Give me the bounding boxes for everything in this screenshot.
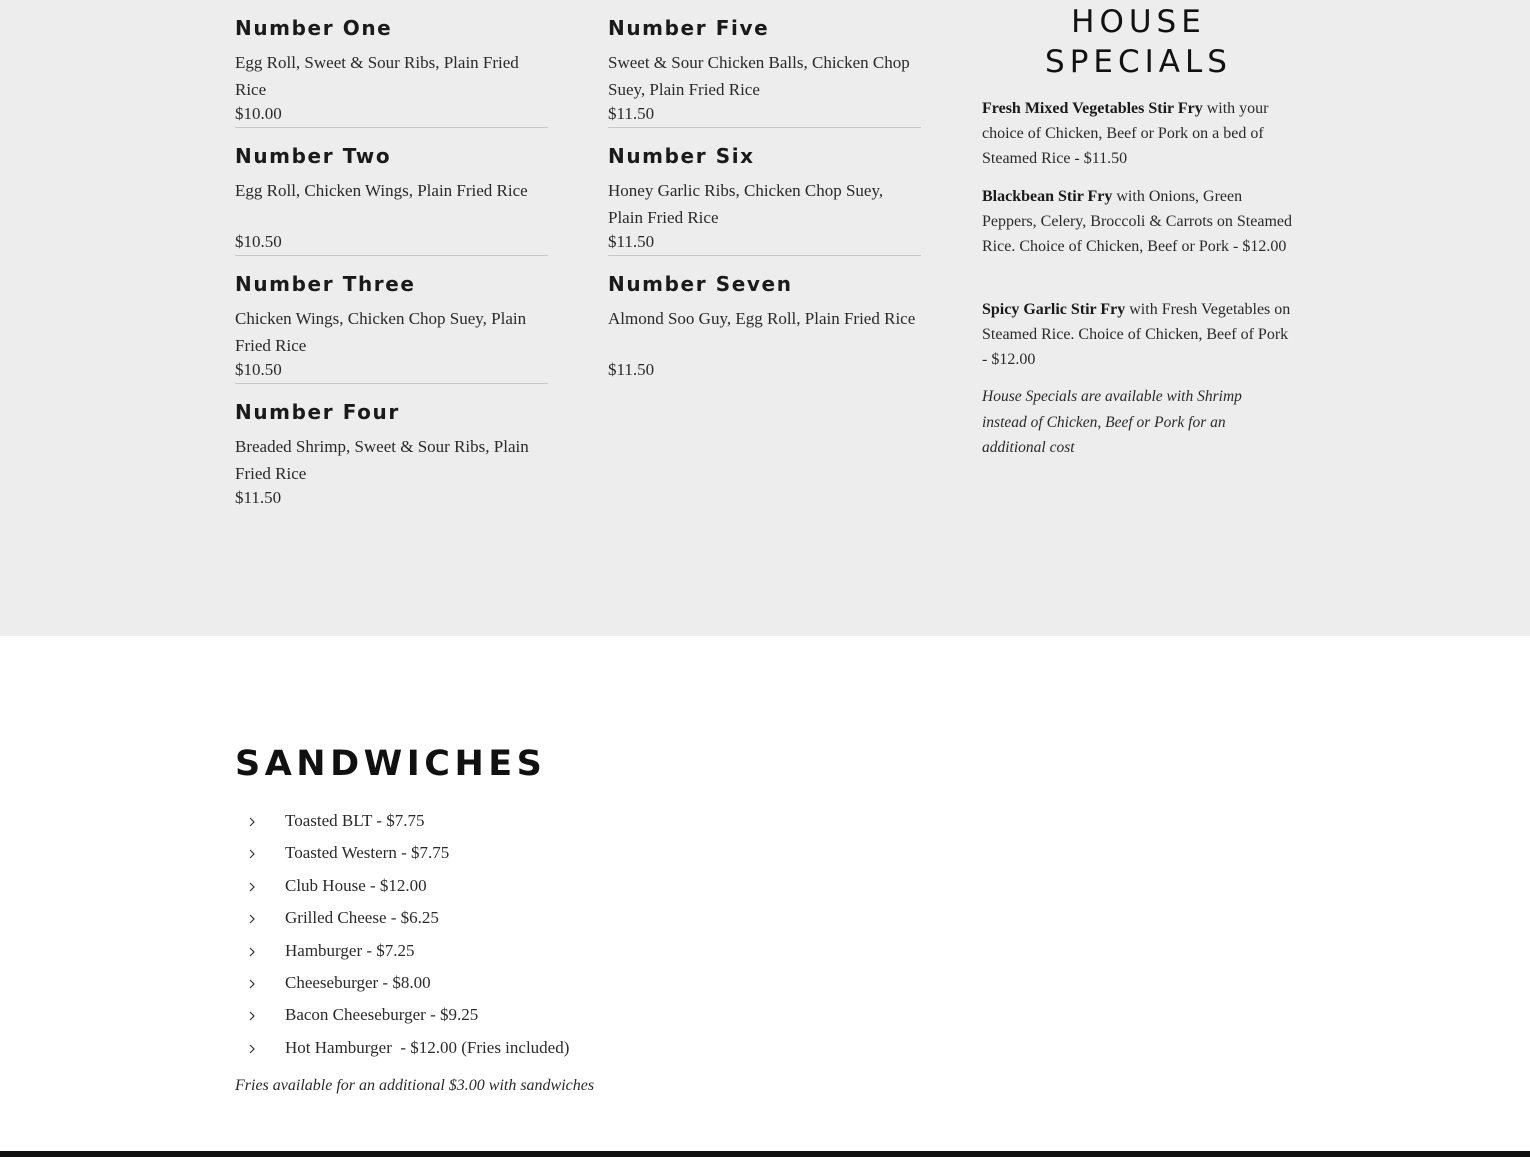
special-desc: with Fresh Vegetables on Steamed Rice. Choice of Chicken, Beef of Pork - $12.00: [982, 301, 1291, 368]
list-item: [235, 938, 415, 970]
combo-card: [235, 0, 548, 128]
sandwich-label: Club House - $12.00: [285, 875, 427, 895]
special-desc: with your choice of Chicken, Beef or Pork on a bed of Steamed Rice - $11.50: [982, 100, 1269, 167]
combo-price: $10.50: [235, 360, 282, 379]
list-item: [235, 970, 431, 1002]
list-item: [235, 1002, 479, 1034]
combo-title: Number Six: [608, 144, 755, 168]
list-item: [235, 840, 450, 872]
combo-column-middle: [608, 0, 921, 384]
combo-title: Number Five: [608, 16, 770, 40]
special-name: Blackbean Stir Fry: [982, 188, 1113, 205]
sandwiches-note: Fries available for an additional $3.00 with sandwiches: [235, 1077, 595, 1094]
chevron-right-icon: [247, 1043, 257, 1055]
sandwich-label: Toasted BLT - $7.75: [285, 811, 425, 830]
combo-title: Number One: [235, 16, 393, 40]
combo-card: [608, 0, 921, 128]
special-item: [982, 297, 1295, 372]
combo-items: Egg Roll, Chicken Wings, Plain Fried Rice: [235, 181, 528, 200]
combo-card: [235, 256, 548, 384]
list-item: [235, 905, 439, 937]
sandwiches-title: SANDWICHES: [235, 744, 547, 784]
house-specials-note: House Specials are available with Shrimp instead of Chicken, Beef or Pork for an additional cost: [982, 388, 1242, 456]
sandwich-label: Cheeseburger - $8.00: [285, 972, 431, 992]
special-name: Fresh Mixed Vegetables Stir Fry: [982, 100, 1203, 117]
combo-price: $10.00: [235, 104, 282, 123]
sandwich-label: Hamburger - $7.25: [285, 940, 415, 960]
combo-card: [608, 128, 921, 256]
sandwich-label: Grilled Cheese - $6.25: [285, 908, 439, 928]
chevron-right-icon: [247, 881, 257, 893]
combo-items: Almond Soo Guy, Egg Roll, Plain Fried Rice: [608, 309, 916, 328]
combo-title: Number Three: [235, 272, 416, 296]
chevron-right-icon: [247, 946, 257, 958]
sandwich-label: Hot Hamburger - $12.00 (Fries included): [285, 1037, 570, 1057]
combo-items: Sweet & Sour Chicken Balls, Chicken Chop Suey, Plain Fried Rice: [608, 53, 910, 99]
combo-title: Number Two: [235, 144, 392, 168]
combo-items: Honey Garlic Ribs, Chicken Chop Suey, Plain Fried Rice: [608, 181, 884, 227]
sandwich-label: Bacon Cheeseburger - $9.25: [285, 1005, 479, 1025]
combo-items: Chicken Wings, Chicken Chop Suey, Plain Fried Rice: [235, 309, 527, 355]
list-item: [235, 873, 427, 905]
combo-price: $11.50: [608, 104, 655, 123]
house-specials-title: HOUSE SPECIALS: [1045, 4, 1232, 80]
special-item: [982, 184, 1295, 259]
footer-bar: [0, 1151, 1530, 1157]
chevron-right-icon: [247, 848, 257, 860]
sandwich-list: [235, 808, 570, 1067]
combo-price: $11.50: [608, 360, 655, 379]
special-name: Spicy Garlic Stir Fry: [982, 301, 1126, 318]
combo-card: [235, 128, 548, 256]
sandwich-label: Toasted Western - $7.75: [285, 843, 450, 863]
combo-title: Number Seven: [608, 272, 793, 296]
chevron-right-icon: [247, 816, 257, 828]
chevron-right-icon: [247, 978, 257, 990]
list-item: [235, 1035, 570, 1067]
special-item: [982, 96, 1295, 171]
chevron-right-icon: [247, 913, 257, 925]
chevron-right-icon: [247, 1010, 257, 1022]
combo-column-left: [235, 0, 548, 512]
combo-items: Egg Roll, Sweet & Sour Ribs, Plain Fried Rice: [235, 53, 519, 99]
combo-title: Number Four: [235, 400, 400, 424]
combo-price: $10.50: [235, 232, 282, 251]
special-desc: with Onions, Green Peppers, Celery, Broccoli & Carrots on Steamed Rice. Choice of Chicken, Beef or Pork - $12.00: [982, 188, 1292, 255]
combo-card: [608, 256, 921, 384]
combo-card: [235, 384, 548, 512]
combo-price: $11.50: [608, 232, 655, 251]
list-item: [235, 808, 425, 840]
combo-items: Breaded Shrimp, Sweet & Sour Ribs, Plain Fried Rice: [235, 437, 529, 483]
combo-price: $11.50: [235, 488, 282, 507]
